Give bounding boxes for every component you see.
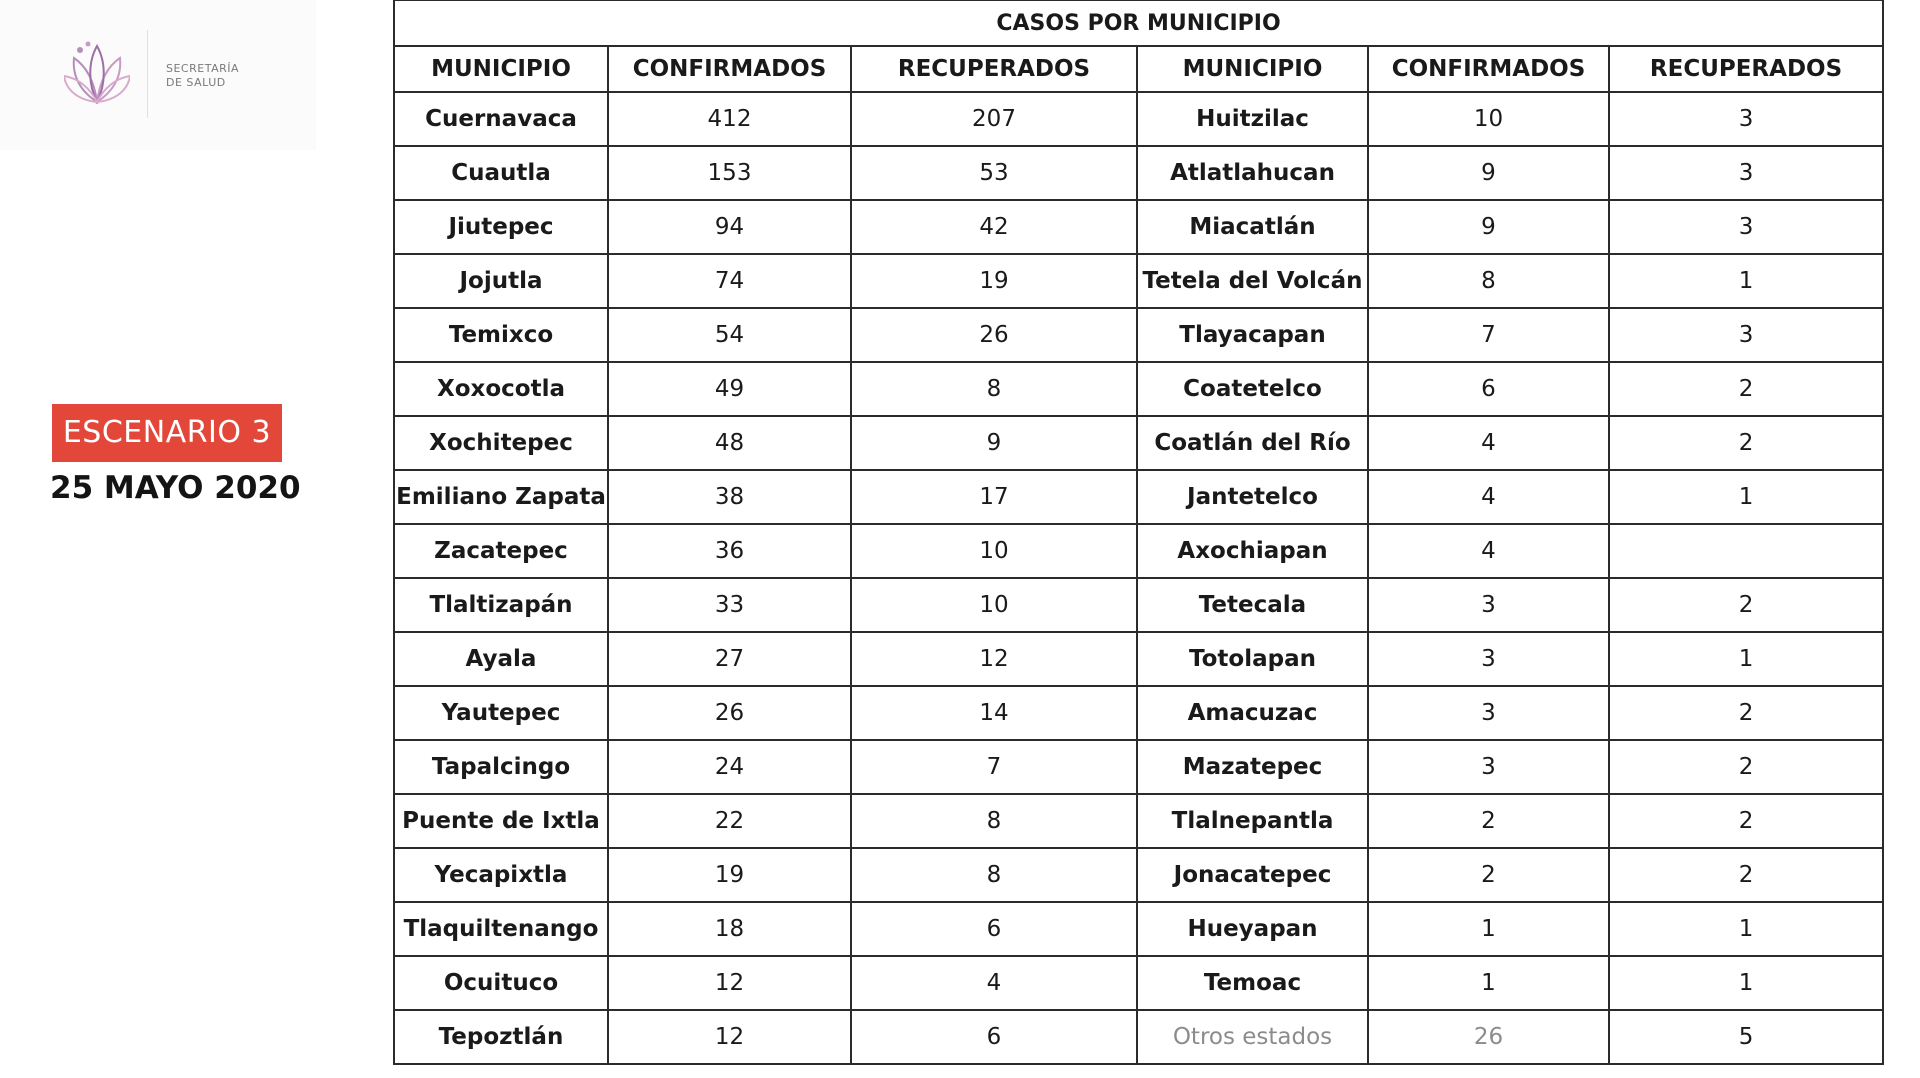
recuperados-cell: 42 <box>851 200 1137 254</box>
table-row <box>394 470 1883 524</box>
municipio-cell: Axochiapan <box>1137 524 1368 578</box>
confirmados-cell: 4 <box>1368 416 1609 470</box>
recuperados-cell: 2 <box>1609 578 1883 632</box>
municipio-cell: Cuautla <box>394 146 608 200</box>
table-row <box>394 632 1883 686</box>
confirmados-cell: 74 <box>608 254 851 308</box>
confirmados-cell: 48 <box>608 416 851 470</box>
municipio-cell: Ayala <box>394 632 608 686</box>
recuperados-cell: 2 <box>1609 686 1883 740</box>
header-confirmados-right: CONFIRMADOS <box>1368 46 1609 92</box>
table-row <box>394 956 1883 1010</box>
table-row <box>394 848 1883 902</box>
recuperados-cell: 10 <box>851 524 1137 578</box>
confirmados-cell: 49 <box>608 362 851 416</box>
recuperados-cell: 2 <box>1609 740 1883 794</box>
confirmados-cell: 94 <box>608 200 851 254</box>
table-row <box>394 794 1883 848</box>
report-date: 25 MAYO 2020 <box>50 470 301 506</box>
recuperados-cell: 1 <box>1609 956 1883 1010</box>
table-title: CASOS POR MUNICIPIO <box>394 1 1883 47</box>
recuperados-cell: 4 <box>851 956 1137 1010</box>
municipio-cell: Jonacatepec <box>1137 848 1368 902</box>
confirmados-cell: 19 <box>608 848 851 902</box>
recuperados-cell: 19 <box>851 254 1137 308</box>
confirmados-cell: 6 <box>1368 362 1609 416</box>
recuperados-cell <box>1609 524 1883 578</box>
recuperados-cell: 26 <box>851 308 1137 362</box>
recuperados-cell: 17 <box>851 470 1137 524</box>
recuperados-cell: 3 <box>1609 146 1883 200</box>
confirmados-cell: 54 <box>608 308 851 362</box>
table-row <box>394 308 1883 362</box>
municipio-cell: Tetecala <box>1137 578 1368 632</box>
confirmados-cell: 8 <box>1368 254 1609 308</box>
confirmados-cell: 412 <box>608 92 851 146</box>
confirmados-cell: 3 <box>1368 686 1609 740</box>
confirmados-cell: 22 <box>608 794 851 848</box>
municipio-cell: Tapalcingo <box>394 740 608 794</box>
header-recuperados-left: RECUPERADOS <box>851 46 1137 92</box>
recuperados-cell: 1 <box>1609 470 1883 524</box>
municipio-cell: Ocuituco <box>394 956 608 1010</box>
municipio-cell: Huitzilac <box>1137 92 1368 146</box>
municipio-cell: Tetela del Volcán <box>1137 254 1368 308</box>
table-row <box>394 740 1883 794</box>
confirmados-cell: 10 <box>1368 92 1609 146</box>
recuperados-cell: 2 <box>1609 794 1883 848</box>
recuperados-cell: 12 <box>851 632 1137 686</box>
recuperados-cell: 6 <box>851 902 1137 956</box>
recuperados-cell: 10 <box>851 578 1137 632</box>
logo-area <box>0 0 316 150</box>
municipio-cell: Tlaltizapán <box>394 578 608 632</box>
confirmados-cell: 7 <box>1368 308 1609 362</box>
confirmados-cell: 1 <box>1368 956 1609 1010</box>
confirmados-cell: 26 <box>1368 1010 1609 1064</box>
confirmados-cell: 3 <box>1368 632 1609 686</box>
logo-wordmark <box>166 62 239 90</box>
table-row <box>394 146 1883 200</box>
table-row <box>394 362 1883 416</box>
confirmados-cell: 33 <box>608 578 851 632</box>
recuperados-cell: 14 <box>851 686 1137 740</box>
recuperados-cell: 6 <box>851 1010 1137 1064</box>
recuperados-cell: 1 <box>1609 254 1883 308</box>
confirmados-cell: 4 <box>1368 524 1609 578</box>
municipio-cell: Totolapan <box>1137 632 1368 686</box>
municipio-cell: Tlayacapan <box>1137 308 1368 362</box>
lotus-logo-icon <box>64 40 130 108</box>
recuperados-cell: 8 <box>851 848 1137 902</box>
logo-line-2: DE SALUD <box>166 76 226 89</box>
municipio-cell: Tlaquiltenango <box>394 902 608 956</box>
confirmados-cell: 38 <box>608 470 851 524</box>
municipio-cell: Mazatepec <box>1137 740 1368 794</box>
municipio-cell: Coatetelco <box>1137 362 1368 416</box>
logo-line-1: SECRETARÍA <box>166 62 240 75</box>
confirmados-cell: 3 <box>1368 578 1609 632</box>
recuperados-cell: 3 <box>1609 92 1883 146</box>
municipio-cell: Otros estados <box>1137 1010 1368 1064</box>
confirmados-cell: 1 <box>1368 902 1609 956</box>
recuperados-cell: 8 <box>851 794 1137 848</box>
municipio-cell: Coatlán del Río <box>1137 416 1368 470</box>
municipio-cell: Puente de Ixtla <box>394 794 608 848</box>
table-row <box>394 578 1883 632</box>
municipio-cell: Yecapixtla <box>394 848 608 902</box>
confirmados-cell: 9 <box>1368 200 1609 254</box>
recuperados-cell: 1 <box>1609 632 1883 686</box>
confirmados-cell: 2 <box>1368 794 1609 848</box>
municipio-cell: Tlalnepantla <box>1137 794 1368 848</box>
confirmados-cell: 24 <box>608 740 851 794</box>
recuperados-cell: 2 <box>1609 416 1883 470</box>
table-row <box>394 416 1883 470</box>
recuperados-cell: 2 <box>1609 362 1883 416</box>
scenario-badge: ESCENARIO 3 <box>52 404 282 462</box>
recuperados-cell: 53 <box>851 146 1137 200</box>
confirmados-cell: 3 <box>1368 740 1609 794</box>
municipio-cell: Tepoztlán <box>394 1010 608 1064</box>
header-recuperados-right: RECUPERADOS <box>1609 46 1883 92</box>
confirmados-cell: 9 <box>1368 146 1609 200</box>
table-row <box>394 902 1883 956</box>
confirmados-cell: 12 <box>608 1010 851 1064</box>
municipio-cell: Jojutla <box>394 254 608 308</box>
recuperados-cell: 5 <box>1609 1010 1883 1064</box>
recuperados-cell: 8 <box>851 362 1137 416</box>
table-header-row <box>394 46 1883 92</box>
municipio-cell: Cuernavaca <box>394 92 608 146</box>
confirmados-cell: 153 <box>608 146 851 200</box>
confirmados-cell: 4 <box>1368 470 1609 524</box>
municipio-cell: Zacatepec <box>394 524 608 578</box>
header-municipio-right: MUNICIPIO <box>1137 46 1368 92</box>
table-row <box>394 524 1883 578</box>
municipio-cell: Xochitepec <box>394 416 608 470</box>
municipio-cell: Jiutepec <box>394 200 608 254</box>
confirmados-cell: 36 <box>608 524 851 578</box>
confirmados-cell: 18 <box>608 902 851 956</box>
municipio-cell: Yautepec <box>394 686 608 740</box>
recuperados-cell: 207 <box>851 92 1137 146</box>
municipio-cell: Hueyapan <box>1137 902 1368 956</box>
header-confirmados-left: CONFIRMADOS <box>608 46 851 92</box>
confirmados-cell: 26 <box>608 686 851 740</box>
recuperados-cell: 3 <box>1609 200 1883 254</box>
recuperados-cell: 1 <box>1609 902 1883 956</box>
municipio-cell: Xoxocotla <box>394 362 608 416</box>
recuperados-cell: 9 <box>851 416 1137 470</box>
logo-divider <box>147 30 148 118</box>
table-row <box>394 92 1883 146</box>
municipio-cell: Temixco <box>394 308 608 362</box>
recuperados-cell: 7 <box>851 740 1137 794</box>
table-row <box>394 200 1883 254</box>
confirmados-cell: 12 <box>608 956 851 1010</box>
table-row <box>394 1010 1883 1064</box>
confirmados-cell: 2 <box>1368 848 1609 902</box>
header-municipio-left: MUNICIPIO <box>394 46 608 92</box>
municipio-cell: Emiliano Zapata <box>394 470 608 524</box>
recuperados-cell: 3 <box>1609 308 1883 362</box>
cases-by-municipality-table <box>393 0 1884 1065</box>
confirmados-cell: 27 <box>608 632 851 686</box>
table-row <box>394 686 1883 740</box>
table-row <box>394 254 1883 308</box>
recuperados-cell: 2 <box>1609 848 1883 902</box>
municipio-cell: Amacuzac <box>1137 686 1368 740</box>
municipio-cell: Jantetelco <box>1137 470 1368 524</box>
municipio-cell: Atlatlahucan <box>1137 146 1368 200</box>
municipio-cell: Miacatlán <box>1137 200 1368 254</box>
table-body <box>394 92 1883 1064</box>
municipio-cell: Temoac <box>1137 956 1368 1010</box>
